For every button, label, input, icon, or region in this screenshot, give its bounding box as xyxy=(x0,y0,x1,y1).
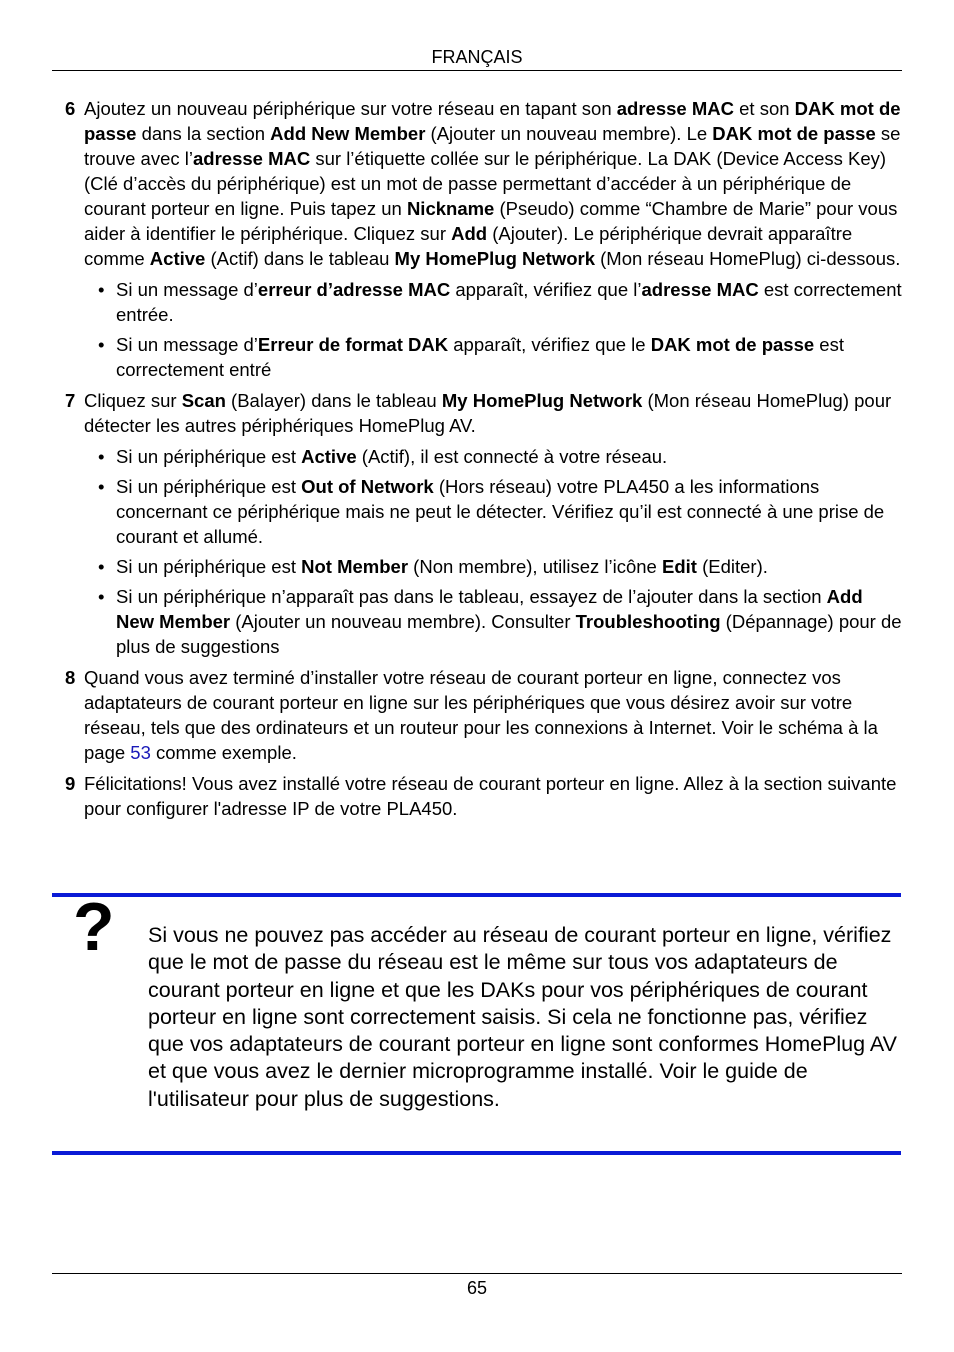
bullet-text: est correctement entré xyxy=(116,334,844,380)
bullet-text: apparaît, vérifiez que le xyxy=(448,334,651,355)
bullet-dot-icon: • xyxy=(98,279,105,300)
bullet-text: apparaît, vérifiez que l’ xyxy=(450,279,642,300)
step-bold-term: Nickname xyxy=(406,198,495,219)
step-text: dans la section xyxy=(136,123,271,144)
step-text: se trouve avec l’ xyxy=(84,123,901,169)
bullet-text: (Hors réseau) votre PLA450 a les informations concernant ce périphérique mais ne peut le détecter. Vérifiez qu’il est connecté à une prise de courant et allumé. xyxy=(116,476,885,547)
bullet-text: Si un périphérique est xyxy=(116,446,302,467)
bullet-bold-term: Out of Network xyxy=(301,476,434,497)
bullet-text: (Editer). xyxy=(696,556,768,577)
step-text: (Balayer) dans le tableau xyxy=(225,390,442,411)
step-bold-term: DAK mot de passe xyxy=(712,123,876,144)
header-divider xyxy=(52,70,902,71)
step-bold-term: My HomePlug Network xyxy=(394,248,595,269)
step-number: 6 xyxy=(65,98,76,119)
bullet-bold-term: Not Member xyxy=(301,556,409,577)
note-bottom-divider xyxy=(52,1151,901,1155)
page-header-title: FRANÇAIS xyxy=(431,47,523,67)
question-mark-icon: ? xyxy=(73,889,115,965)
note-text: Si vous ne pouvez pas accéder au réseau de courant porteur en ligne, vérifiez que le mot de passe du réseau est le même sur tous vos adaptateurs de courant porteur en ligne et que les DAKs pour vos périphériques de courant porteur en ligne sont correctement saisis. Si cela ne fonctionne pas, vérifiez que vos adaptateurs de courant porteur en ligne sont conformes HomePlug AV et que vous avez le dernier microprogramme installé. Voir le guide de l'utilisateur pour plus de suggestions. xyxy=(148,923,897,1111)
step-bold-term: Scan xyxy=(181,390,226,411)
step-bold-term: Active xyxy=(149,248,206,269)
bullet-dot-icon: • xyxy=(98,334,105,355)
step-paragraph xyxy=(84,96,902,271)
step-text: Félicitations! Vous avez installé votre réseau de courant porteur en ligne. Allez à la section suivante pour configurer l'adresse IP de votre PLA450. xyxy=(84,773,897,819)
step-text: (Pseudo) comme “Chambre de Marie” pour vous aider à identifier le périphérique. Cliquez sur xyxy=(84,198,898,244)
step-text: (Mon réseau HomePlug) ci-dessous. xyxy=(595,248,901,269)
step-bold-term: adresse MAC xyxy=(193,148,311,169)
step-text: (Ajouter). Le périphérique devrait apparaître comme xyxy=(84,223,853,269)
step-text: (Actif) dans le tableau xyxy=(205,248,395,269)
bullet-text: est correctement entrée. xyxy=(116,279,902,325)
step-text: (Ajouter un nouveau membre). Le xyxy=(425,123,713,144)
main-content xyxy=(52,96,902,827)
step-text: Ajoutez un nouveau périphérique sur votre réseau en tapant son xyxy=(84,98,617,119)
bullet-bold-term: Erreur de format DAK xyxy=(257,334,449,355)
bullet-text: Si un périphérique est xyxy=(116,556,302,577)
step-number: 9 xyxy=(65,773,76,794)
bullet-item xyxy=(84,444,902,469)
bullet-bold-term: erreur d’adresse MAC xyxy=(257,279,451,300)
step-bold-term: Add xyxy=(451,223,488,244)
bullet-text: Si un message d’ xyxy=(116,334,258,355)
note-top-divider xyxy=(52,893,901,897)
bullet-bold-term: adresse MAC xyxy=(641,279,759,300)
bullet-text: Si un périphérique n’apparaît pas dans le tableau, essayez de l’ajouter dans la section xyxy=(116,586,827,607)
step-bold-term: Add New Member xyxy=(270,123,426,144)
bullet-dot-icon: • xyxy=(98,586,105,607)
step-text: Quand vous avez terminé d’installer votre réseau de courant porteur en ligne, connectez vos adaptateurs de courant porteur en ligne sur les périphériques que vous désirez avoir sur votre réseau, tels que des ordinateurs et un routeur pour les connexions à Internet. Voir le schéma à la page xyxy=(84,667,878,763)
bullet-text: (Dépannage) pour de plus de suggestions xyxy=(116,611,902,657)
step-number: 7 xyxy=(65,390,76,411)
step-text: comme exemple. xyxy=(150,742,297,763)
step-bold-term: DAK mot de passe xyxy=(84,98,901,144)
step-paragraph xyxy=(84,771,902,821)
step-number: 8 xyxy=(65,667,76,688)
step-6 xyxy=(52,96,902,382)
bullet-dot-icon: • xyxy=(98,556,105,577)
step-paragraph xyxy=(84,388,902,438)
bullet-list xyxy=(84,277,902,382)
step-7 xyxy=(52,388,902,659)
step-paragraph xyxy=(84,665,902,765)
bullet-bold-term: Active xyxy=(301,446,357,467)
bullet-dot-icon: • xyxy=(98,476,105,497)
step-text: Cliquez sur xyxy=(84,390,182,411)
step-bold-term: adresse MAC xyxy=(616,98,734,119)
bullet-list xyxy=(84,444,902,659)
bullet-text: (Non membre), utilisez l’icône xyxy=(408,556,662,577)
bullet-text: Si un périphérique est xyxy=(116,476,302,497)
bullet-item xyxy=(84,277,902,327)
step-text: et son xyxy=(733,98,795,119)
bullet-bold-term: Edit xyxy=(661,556,697,577)
bullet-bold-term: Add New Member xyxy=(116,586,863,632)
footer-divider xyxy=(52,1273,902,1274)
bullet-dot-icon: • xyxy=(98,446,105,467)
bullet-bold-term: DAK mot de passe xyxy=(650,334,815,355)
bullet-bold-term: Troubleshooting xyxy=(575,611,721,632)
page-number: 65 xyxy=(466,1278,488,1298)
step-bold-term: My HomePlug Network xyxy=(441,390,643,411)
bullet-item xyxy=(84,584,902,659)
step-8 xyxy=(52,665,902,765)
bullet-item xyxy=(84,474,902,549)
bullet-item xyxy=(84,554,902,579)
step-text: (Mon réseau HomePlug) pour détecter les autres périphériques HomePlug AV. xyxy=(84,390,892,436)
bullet-text: Si un message d’ xyxy=(116,279,258,300)
step-text: sur l’étiquette collée sur le périphérique. La DAK (Device Access Key) (Clé d’accès du périphérique) est un mot de passe permettant d’accéder à un périphérique de courant porteur en ligne. Puis tapez un xyxy=(84,148,887,219)
page-reference-link[interactable]: 53 xyxy=(130,742,151,763)
bullet-item xyxy=(84,332,902,382)
bullet-text: (Ajouter un nouveau membre). Consulter xyxy=(230,611,576,632)
bullet-text: (Actif), il est connecté à votre réseau. xyxy=(356,446,668,467)
step-9 xyxy=(52,771,902,821)
